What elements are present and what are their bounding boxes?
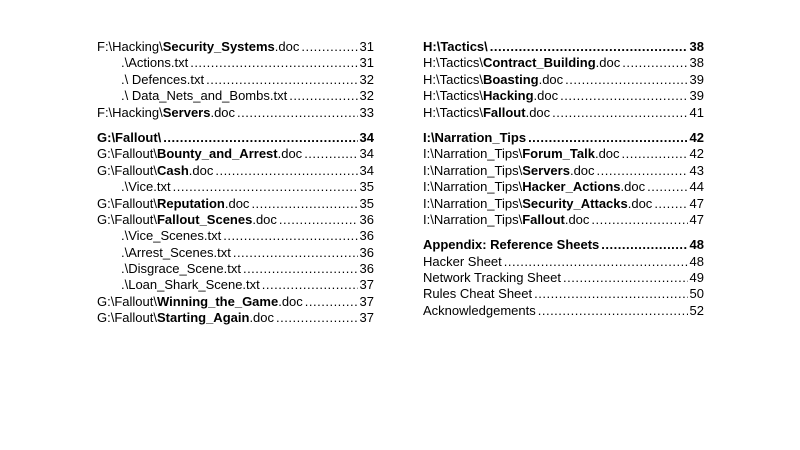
- toc-entry[interactable]: [97, 212, 374, 228]
- toc-entry-extension: .doc: [594, 146, 620, 162]
- toc-entry-name: Fallout: [482, 104, 526, 120]
- toc-entry[interactable]: [423, 254, 704, 270]
- toc-entry-title: [121, 277, 260, 293]
- toc-page-number: 34: [359, 162, 374, 178]
- toc-entry[interactable]: [423, 163, 704, 179]
- toc-entry[interactable]: [423, 88, 704, 104]
- toc-entry-extension: .doc: [569, 162, 595, 178]
- toc-dot-leader: [654, 196, 687, 212]
- section-gap: [423, 121, 704, 130]
- toc-dot-leader: [534, 286, 687, 302]
- toc-entry-name: Fallout: [522, 211, 565, 227]
- toc-entry-extension: .doc: [564, 211, 590, 227]
- toc-dot-leader: [190, 55, 357, 71]
- toc-entry-path: H:\Tactics\: [423, 55, 483, 71]
- toc-entry[interactable]: [97, 179, 374, 195]
- toc-entry-path: .\Vice_Scenes.txt: [121, 228, 222, 244]
- toc-entry-path: G:\Fallout\: [97, 293, 157, 309]
- toc-entry-path: Appendix: Reference Sheets: [423, 237, 600, 253]
- toc-entry[interactable]: [423, 146, 704, 162]
- toc-entry[interactable]: [423, 196, 704, 212]
- toc-page-number: 34: [359, 129, 374, 145]
- toc-entry-title: [97, 310, 274, 326]
- toc-page-number: 34: [359, 146, 374, 162]
- toc-dot-leader: [622, 55, 687, 71]
- toc-page-number: 36: [359, 261, 374, 277]
- toc-entry-path: .\Disgrace_Scene.txt: [121, 261, 241, 277]
- toc-entry-extension: .doc: [277, 146, 303, 162]
- toc-entry-extension: .doc: [627, 195, 653, 211]
- toc-page-number: 37: [359, 277, 374, 293]
- toc-dot-leader: [215, 163, 357, 179]
- toc-entry-path: G:\Fallout\: [97, 162, 157, 178]
- toc-entry[interactable]: [97, 55, 374, 71]
- toc-page-number: 39: [689, 71, 704, 87]
- toc-entry-path: I:\Narration_Tips\: [423, 211, 523, 227]
- toc-page-number: 38: [689, 39, 704, 54]
- toc-entry-title: [97, 39, 299, 55]
- toc-entry[interactable]: [423, 303, 704, 319]
- toc-entry[interactable]: [97, 146, 374, 162]
- section-gap: [423, 228, 704, 237]
- toc-entry-extension: .doc: [278, 293, 303, 309]
- toc-entry-name: Contract_Building: [482, 55, 596, 71]
- toc-entry-path: F:\Hacking\: [97, 104, 163, 120]
- toc-entry-title: [121, 245, 231, 261]
- toc-entry-title: [423, 146, 620, 162]
- toc-column-right: [423, 39, 704, 319]
- toc-entry-name: Security_Attacks: [522, 195, 628, 211]
- toc-entry-extension: .doc: [274, 39, 300, 54]
- toc-page-number: 41: [689, 104, 704, 120]
- toc-page-number: 35: [359, 179, 374, 195]
- toc-entry-path: .\ Data_Nets_and_Bombs.txt: [121, 88, 288, 104]
- toc-entry-path: Acknowledgements: [423, 302, 536, 318]
- toc-page-number: 35: [359, 195, 374, 211]
- toc-page-number: 48: [689, 253, 704, 269]
- toc-entry-path: .\Actions.txt: [121, 55, 189, 71]
- toc-dot-leader: [223, 228, 357, 244]
- toc-dot-leader: [601, 237, 687, 253]
- toc-page-number: 36: [359, 211, 374, 227]
- toc-dot-leader: [622, 146, 688, 162]
- toc-dot-leader: [591, 212, 687, 228]
- toc-entry[interactable]: [97, 245, 374, 261]
- toc-dot-leader: [276, 310, 358, 326]
- toc-page-number: 50: [689, 286, 704, 302]
- toc-column-left: [97, 39, 374, 327]
- toc-page-number: 49: [689, 270, 704, 286]
- toc-entry-title: [423, 212, 589, 228]
- toc-dot-leader: [552, 105, 687, 121]
- toc-entry-path: G:\Fallout\: [97, 310, 157, 326]
- toc-page-number: 52: [689, 302, 704, 318]
- toc-page-number: 37: [359, 310, 374, 326]
- toc-entry[interactable]: [97, 294, 374, 310]
- toc-dot-leader: [301, 39, 357, 55]
- toc-page-number: 39: [689, 88, 704, 104]
- toc-entry[interactable]: [423, 286, 704, 302]
- toc-entry-path: I:\Narration_Tips\: [423, 146, 523, 162]
- toc-entry-extension: .doc: [210, 104, 236, 120]
- toc-entry-name: Forum_Talk: [522, 146, 595, 162]
- toc-page-number: 31: [359, 39, 374, 54]
- toc-dot-leader: [251, 196, 357, 212]
- toc-entry-path: G:\Fallout\: [97, 211, 157, 227]
- section-gap: [97, 121, 374, 130]
- toc-entry-name: Hacker_Actions: [522, 179, 621, 195]
- toc-page-number: 32: [359, 88, 374, 104]
- toc-entry-path: I:\Narration_Tips: [423, 129, 527, 145]
- toc-entry-path: Hacker Sheet: [423, 253, 502, 269]
- toc-entry[interactable]: [97, 261, 374, 277]
- toc-entry-title: [423, 130, 526, 146]
- toc-entry-path: .\ Defences.txt: [121, 71, 205, 87]
- toc-entry[interactable]: [97, 228, 374, 244]
- toc-entry-title: [423, 303, 536, 319]
- toc-entry-extension: .doc: [525, 104, 551, 120]
- toc-entry-name: Bounty_and_Arrest: [156, 146, 278, 162]
- toc-dot-leader: [528, 130, 687, 146]
- toc-entry-title: [423, 105, 550, 121]
- toc-entry-title: [423, 237, 599, 253]
- toc-entry-extension: .doc: [533, 88, 559, 104]
- toc-dot-leader: [597, 163, 688, 179]
- toc-entry-title: [97, 146, 302, 162]
- toc-entry-path: H:\Tactics\: [423, 104, 483, 120]
- toc-dot-leader: [206, 72, 357, 88]
- toc-page-number: 48: [689, 237, 704, 253]
- toc-entry-path: H:\Tactics\: [423, 88, 483, 104]
- toc-entry-path: I:\Narration_Tips\: [423, 162, 523, 178]
- toc-page-number: 31: [359, 55, 374, 71]
- toc-entry-name: Reputation: [156, 195, 225, 211]
- toc-entry-path: .\Arrest_Scenes.txt: [121, 244, 231, 260]
- toc-dot-leader: [538, 303, 688, 319]
- toc-dot-leader: [647, 179, 687, 195]
- toc-dot-leader: [243, 261, 358, 277]
- toc-dot-leader: [560, 88, 687, 104]
- toc-entry-path: H:\Tactics\: [423, 71, 483, 87]
- toc-entry-name: Winning_the_Game: [156, 293, 279, 309]
- toc-entry[interactable]: [97, 39, 374, 55]
- toc-entry[interactable]: [423, 105, 704, 121]
- toc-entry-title: [97, 196, 249, 212]
- toc-entry[interactable]: [97, 105, 374, 121]
- toc-entry-title: [121, 228, 221, 244]
- toc-page-number: 42: [689, 146, 704, 162]
- toc-dot-leader: [565, 72, 687, 88]
- toc-entry-title: [121, 55, 188, 71]
- toc-dot-leader: [163, 130, 357, 146]
- toc-page-number: 32: [359, 71, 374, 87]
- toc-entry-name: Security_Systems: [162, 39, 275, 54]
- toc-entry-extension: .doc: [252, 211, 277, 227]
- toc-dot-leader: [504, 254, 688, 270]
- toc-entry-extension: .doc: [620, 179, 646, 195]
- toc-entry[interactable]: [97, 277, 374, 293]
- toc-entry-title: [423, 55, 620, 71]
- toc-entry[interactable]: [97, 310, 374, 326]
- toc-entry[interactable]: [423, 212, 704, 228]
- toc-entry-title: [121, 179, 171, 195]
- toc-entry-title: [423, 179, 645, 195]
- toc-page-number: 47: [689, 211, 704, 227]
- toc-entry-name: Boasting: [482, 71, 539, 87]
- toc-entry-title: [97, 294, 303, 310]
- toc-section-heading[interactable]: [423, 39, 704, 55]
- toc-dot-leader: [233, 245, 358, 261]
- toc-section-heading[interactable]: [423, 130, 704, 146]
- toc-entry-name: Servers: [522, 162, 570, 178]
- toc-page-number: 44: [689, 179, 704, 195]
- toc-entry-title: [423, 72, 563, 88]
- toc-entry-title: [423, 286, 532, 302]
- toc-entry-path: H:\Tactics\: [423, 39, 488, 54]
- toc-section-heading[interactable]: [97, 130, 374, 146]
- toc-entry[interactable]: [97, 163, 374, 179]
- toc-entry-path: .\Vice.txt: [121, 179, 171, 195]
- toc-dot-leader: [279, 212, 358, 228]
- toc-entry-title: [423, 88, 558, 104]
- toc-entry-path: G:\Fallout\: [97, 195, 157, 211]
- toc-page-number: 36: [359, 228, 374, 244]
- toc-entry[interactable]: [97, 88, 374, 104]
- toc-entry-name: Servers: [162, 104, 211, 120]
- toc-entry[interactable]: [423, 270, 704, 286]
- toc-entry-path: Rules Cheat Sheet: [423, 286, 533, 302]
- toc-page-number: 36: [359, 244, 374, 260]
- toc-entry-title: [97, 130, 161, 146]
- toc-dot-leader: [490, 39, 688, 55]
- toc-dot-leader: [237, 105, 357, 121]
- toc-entry-title: [121, 72, 204, 88]
- toc-page-number: 47: [689, 195, 704, 211]
- toc-entry-extension: .doc: [188, 162, 214, 178]
- toc-entry-title: [423, 270, 561, 286]
- toc-dot-leader: [563, 270, 688, 286]
- toc-section-heading[interactable]: [423, 237, 704, 253]
- toc-entry-extension: .doc: [224, 195, 250, 211]
- toc-dot-leader: [173, 179, 358, 195]
- toc-entry-name: Starting_Again: [156, 310, 250, 326]
- toc-entry-name: Cash: [156, 162, 189, 178]
- toc-entry[interactable]: [423, 72, 704, 88]
- toc-entry-path: G:\Fallout\: [97, 146, 157, 162]
- toc-entry-title: [423, 39, 488, 55]
- toc-entry[interactable]: [97, 72, 374, 88]
- toc-entry-title: [423, 163, 595, 179]
- toc-page-number: 37: [359, 293, 374, 309]
- toc-entry[interactable]: [423, 179, 704, 195]
- toc-page-number: 33: [359, 104, 374, 120]
- toc-entry-extension: .doc: [249, 310, 275, 326]
- toc-entry-path: I:\Narration_Tips\: [423, 195, 523, 211]
- toc-entry-path: Network Tracking Sheet: [423, 270, 562, 286]
- toc-dot-leader: [262, 277, 358, 293]
- toc-entry-title: [121, 261, 241, 277]
- toc-page-number: 38: [689, 55, 704, 71]
- toc-dot-leader: [304, 146, 357, 162]
- toc-dot-leader: [305, 294, 358, 310]
- toc-entry-title: [97, 212, 277, 228]
- toc-entry-name: Fallout_Scenes: [156, 211, 253, 227]
- toc-page-number: 42: [689, 129, 704, 145]
- toc-entry[interactable]: [97, 196, 374, 212]
- toc-page-number: 43: [689, 162, 704, 178]
- toc-entry-extension: .doc: [538, 71, 564, 87]
- toc-entry[interactable]: [423, 55, 704, 71]
- toc-entry-path: I:\Narration_Tips\: [423, 179, 523, 195]
- toc-entry-title: [121, 88, 287, 104]
- toc-entry-extension: .doc: [595, 55, 621, 71]
- toc-entry-title: [97, 163, 213, 179]
- toc-entry-title: [97, 105, 235, 121]
- toc-entry-title: [423, 196, 652, 212]
- toc-entry-name: Hacking: [482, 88, 534, 104]
- toc-dot-leader: [289, 88, 357, 104]
- toc-entry-path: G:\Fallout\: [97, 129, 162, 145]
- toc-entry-title: [423, 254, 502, 270]
- toc-entry-path: F:\Hacking\: [97, 39, 163, 54]
- toc-entry-path: .\Loan_Shark_Scene.txt: [121, 277, 260, 293]
